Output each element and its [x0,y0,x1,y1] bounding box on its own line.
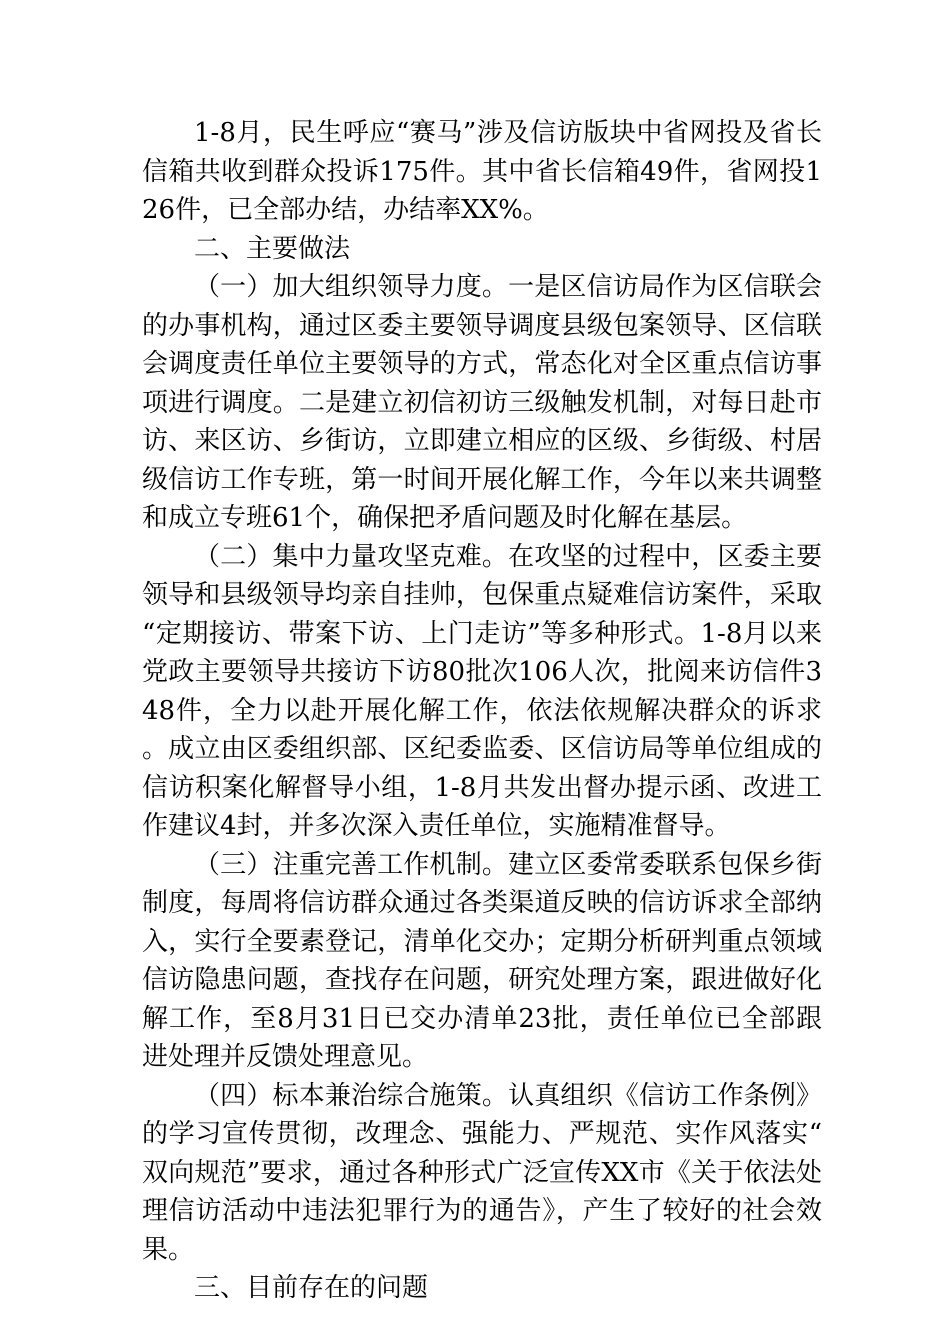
section-heading-main-practices: 二、主要做法 [194,233,351,264]
paragraph-work-mechanism: （三）注重完善工作机制。建立区委常委联系包保乡街制度，每周将信访群众通过各类渠道反映的信访诉求全部纳入，实行全要素登记，清单化交办；定期分析研判重点领域信访隐患问题，查找存在问题，研究处理方案，跟进做好化解工作，至8月31日已交办清单23批，责任单位已全部跟进处理并反馈处理意见。 [142,849,822,1072]
paragraph-complaints-summary: 1-8月，民生呼应“赛马”涉及信访版块中省网投及省长信箱共收到群众投诉175件。其中省长信箱49件，省网投126件，已全部办结，办结率XX%。 [142,118,822,225]
section-heading-current-problems: 三、目前存在的问题 [194,1273,429,1303]
paragraph-comprehensive-measures: （四）标本兼治综合施策。认真组织《信访工作条例》的学习宣传贯彻，改理念、强能力、严规范、实作风落实“双向规范”要求，通过各种形式广泛宣传XX市《关于依法处理信访活动中违法犯罪行为的通告》，产生了较好的社会效果。 [142,1080,822,1265]
document-body [142,114,822,1308]
paragraph-tackling-difficulties: （二）集中力量攻坚克难。在攻坚的过程中，区委主要领导和县级领导均亲自挂帅，包保重点疑难信访案件，采取“定期接访、带案下访、上门走访”等多种形式。1-8月以来党政主要领导共接访下访80批次106人次，批阅来访信件348件，全力以赴开展化解工作，依法依规解决群众的诉求。成立由区委组织部、区纪委监委、区信访局等单位组成的信访积案化解督导小组，1-8月共发出督办提示函、改进工作建议4封，并多次深入责任单位，实施精准督导。 [142,541,822,841]
paragraph-organizational-leadership: （一）加大组织领导力度。一是区信访局作为区信联会的办事机构，通过区委主要领导调度县级包案领导、区信联会调度责任单位主要领导的方式，常态化对全区重点信访事项进行调度。二是建立初信初访三级触发机制，对每日赴市访、来区访、乡街访，立即建立相应的区级、乡街级、村居级信访工作专班，第一时间开展化解工作，今年以来共调整和成立专班61个，确保把矛盾问题及时化解在基层。 [142,272,822,533]
